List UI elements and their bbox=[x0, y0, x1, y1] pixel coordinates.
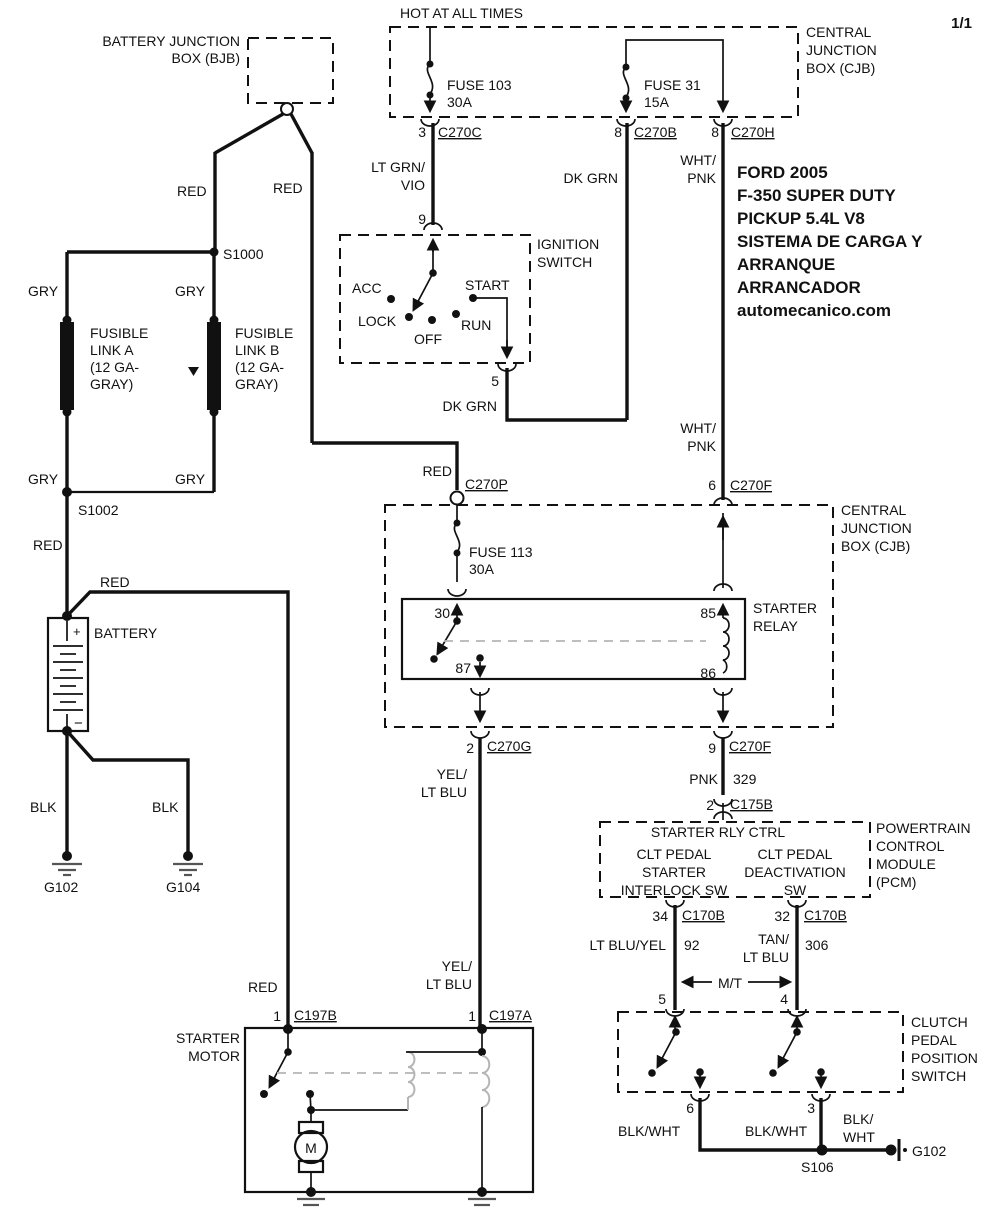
connector-id: C270F bbox=[730, 477, 773, 493]
cjb-mid-label-2: JUNCTION bbox=[841, 520, 912, 536]
starter-motor-label-1: STARTER bbox=[175, 1030, 240, 1046]
ground-g104 bbox=[166, 851, 203, 895]
pin-number: 9 bbox=[418, 211, 426, 227]
wire-wht-pnk-mid-1: WHT/ bbox=[680, 420, 716, 436]
ignition-lock-label: LOCK bbox=[358, 313, 397, 329]
connector-symbol bbox=[714, 731, 732, 738]
solenoid-contact-arm bbox=[270, 1052, 288, 1086]
pcm-sw2-label-2: DEACTIVATION bbox=[744, 864, 846, 880]
relay-coil bbox=[723, 618, 729, 673]
circuit-306: 306 bbox=[805, 937, 829, 953]
pcm-name-2: CONTROL bbox=[876, 838, 945, 854]
relay-pin-85: 85 bbox=[700, 605, 716, 621]
pin-number: 34 bbox=[652, 908, 668, 924]
pin-number: 1 bbox=[273, 1008, 281, 1024]
fuse-103-name: FUSE 103 bbox=[447, 77, 512, 93]
starter-relay-outline bbox=[402, 599, 745, 679]
connector-id: C197B bbox=[294, 1007, 337, 1023]
starter-relay bbox=[402, 513, 817, 681]
wire-dk-grn-run bbox=[507, 368, 627, 420]
clutch-name-2: PEDAL bbox=[911, 1032, 957, 1048]
wire-red-2: RED bbox=[273, 180, 303, 196]
link-a-label-1: FUSIBLE bbox=[90, 325, 149, 341]
relay-pin-87: 87 bbox=[455, 660, 471, 676]
pcm-sw1-label-1: CLT PEDAL bbox=[636, 846, 712, 862]
relay-pin-86: 86 bbox=[700, 665, 716, 681]
link-b-label-2: LINK B bbox=[235, 342, 280, 358]
internal-ground-right bbox=[468, 1187, 496, 1205]
connector-symbol bbox=[448, 589, 466, 596]
connector-id: C270C bbox=[438, 124, 482, 140]
ignition-acc-label: ACC bbox=[352, 280, 382, 296]
link-b-label-3: (12 GA- bbox=[235, 359, 285, 375]
wire-wht-pnk-top-2: PNK bbox=[687, 170, 716, 186]
battery bbox=[48, 611, 158, 736]
pin-number: 32 bbox=[774, 908, 790, 924]
clutch-pin-5: 5 bbox=[658, 991, 666, 1007]
wire-tan-2: LT BLU bbox=[742, 949, 789, 965]
page-indicator: 1/1 bbox=[951, 15, 972, 32]
hot-feed-label: HOT AT ALL TIMES bbox=[400, 5, 523, 21]
clutch-pedal-position-switch bbox=[618, 1012, 978, 1092]
fuse-31-name: FUSE 31 bbox=[644, 77, 701, 93]
connector-c270f-pin6 bbox=[708, 477, 772, 505]
pin-number: 3 bbox=[418, 124, 426, 140]
title-line-3: PICKUP 5.4L V8 bbox=[737, 209, 865, 228]
pcm-name-4: (PCM) bbox=[876, 874, 917, 890]
hold-in-winding bbox=[482, 1056, 489, 1107]
connector-c270p bbox=[451, 476, 508, 505]
wire-blk-to-g104 bbox=[67, 731, 188, 852]
pcm-name-1: POWERTRAIN bbox=[876, 820, 971, 836]
connector-symbol bbox=[451, 492, 464, 505]
position-acc bbox=[387, 295, 395, 303]
ground-g102-label: G102 bbox=[44, 879, 79, 895]
pin-number: 9 bbox=[708, 740, 716, 756]
link-b-label-1: FUSIBLE bbox=[235, 325, 294, 341]
wire-yel-ltblu-1a: YEL/ bbox=[436, 766, 467, 782]
wire-blk-wht-3b: WHT bbox=[843, 1129, 875, 1145]
wire-blk-1: BLK bbox=[30, 799, 57, 815]
connector-c197a bbox=[468, 1007, 532, 1024]
fusible-link-a bbox=[60, 316, 148, 417]
pcm-sw2-label-3: SW bbox=[783, 882, 807, 898]
connector-c197b bbox=[273, 1007, 337, 1024]
pcm-sw2-label-1: CLT PEDAL bbox=[757, 846, 833, 862]
switch-arm bbox=[414, 273, 433, 309]
switch-arm bbox=[779, 1032, 797, 1066]
wire-red-6: RED bbox=[248, 979, 278, 995]
fuse-113 bbox=[448, 504, 533, 596]
fuse-31-rating: 15A bbox=[644, 94, 669, 110]
battery-junction-box bbox=[102, 33, 333, 153]
bjb-stud-connector bbox=[281, 103, 293, 115]
battery-minus-sign: − bbox=[74, 715, 83, 732]
starter-motor-label-2: MOTOR bbox=[188, 1048, 240, 1064]
connector-symbol bbox=[471, 731, 489, 738]
connector-id: C270F bbox=[729, 738, 772, 754]
pcm-name-3: MODULE bbox=[876, 856, 936, 872]
pcm-sw1-label-2: STARTER bbox=[641, 864, 707, 880]
pin-number: 1 bbox=[468, 1008, 476, 1024]
ground-g102 bbox=[44, 851, 82, 895]
fusible-link-body bbox=[207, 322, 221, 410]
pcm-starter-rly-ctrl: STARTER RLY CTRL bbox=[650, 824, 786, 840]
relay-switch-arm bbox=[438, 621, 457, 653]
cjb-mid-label-1: CENTRAL bbox=[841, 502, 907, 518]
pcm-module bbox=[600, 820, 971, 898]
battery-plus-sign: + bbox=[73, 624, 81, 639]
internal-ground-left bbox=[297, 1187, 325, 1205]
connector-c270f-pin9 bbox=[708, 738, 771, 756]
battery-label: BATTERY bbox=[94, 625, 158, 641]
fuse-113-rating: 30A bbox=[469, 561, 494, 577]
fuse-squiggle bbox=[427, 64, 432, 94]
link-b-label-4: GRAY) bbox=[235, 376, 279, 392]
connector-c170b-34 bbox=[652, 907, 724, 924]
cjb-top-label-3: BOX (CJB) bbox=[806, 60, 876, 76]
clutch-pin-6: 6 bbox=[686, 1100, 694, 1116]
clutch-name-1: CLUTCH bbox=[911, 1014, 968, 1030]
switch-arm bbox=[658, 1032, 676, 1066]
fuse-103-rating: 30A bbox=[447, 94, 472, 110]
wire-yel-ltblu-2b: LT BLU bbox=[425, 976, 472, 992]
ground-g104-label: G104 bbox=[166, 879, 201, 895]
wire-yel-ltblu-2a: YEL/ bbox=[441, 958, 472, 974]
relay-pin-30: 30 bbox=[434, 605, 450, 621]
pin-number: 2 bbox=[466, 740, 474, 756]
connector-c170b-32 bbox=[774, 907, 846, 924]
splice-s1000-label: S1000 bbox=[223, 246, 264, 262]
connector-id: C270G bbox=[487, 738, 532, 754]
pin-number: 8 bbox=[711, 124, 719, 140]
wire-lt-blu-yel: LT BLU/YEL bbox=[589, 937, 666, 953]
connector-id: C197A bbox=[489, 1007, 532, 1023]
title-line-4: SISTEMA DE CARGA Y bbox=[737, 232, 923, 251]
wire-dk-grn-top: DK GRN bbox=[563, 170, 618, 186]
connector-id: C170B bbox=[804, 907, 847, 923]
cjb-mid-label-3: BOX (CJB) bbox=[841, 538, 911, 554]
pointer-triangle-icon bbox=[188, 367, 199, 376]
wire-red-4: RED bbox=[33, 537, 63, 553]
wire-tan-1: TAN/ bbox=[758, 931, 789, 947]
wire-pnk: PNK bbox=[689, 771, 718, 787]
wire-gry-3: GRY bbox=[28, 471, 59, 487]
ignition-switch bbox=[340, 235, 599, 363]
connector-id: C270B bbox=[634, 124, 677, 140]
wire-gry-1: GRY bbox=[28, 283, 59, 299]
wire-blk-wht-3a: BLK/ bbox=[843, 1111, 874, 1127]
connector-id: C270H bbox=[731, 124, 775, 140]
fusible-link-b bbox=[188, 316, 293, 417]
wire-red-1: RED bbox=[177, 183, 207, 199]
ignition-label-1: IGNITION bbox=[537, 236, 600, 252]
starter-relay-label-2: RELAY bbox=[753, 618, 798, 634]
wire-yel-ltblu-1b: LT BLU bbox=[420, 784, 467, 800]
ignition-off-label: OFF bbox=[414, 331, 442, 347]
connector-ignition-pin5 bbox=[443, 364, 516, 414]
splice-s1000 bbox=[67, 246, 264, 262]
splice-s1002-label: S1002 bbox=[78, 502, 119, 518]
connector-id: C170B bbox=[682, 907, 725, 923]
connector-ignition-pin9 bbox=[418, 211, 442, 230]
cjb-mid-outline bbox=[385, 505, 833, 727]
fuse-squiggle bbox=[454, 523, 459, 552]
splice-s1002 bbox=[62, 487, 214, 518]
title-line-7: automecanico.com bbox=[737, 301, 891, 320]
clutch-pin-3: 3 bbox=[807, 1100, 815, 1116]
bjb-outline bbox=[248, 38, 333, 103]
wire-wht-pnk-mid-2: PNK bbox=[687, 438, 716, 454]
wire-blk-wht-1: BLK/WHT bbox=[618, 1123, 681, 1139]
bjb-label-2: BOX (BJB) bbox=[171, 50, 240, 66]
wire-lt-grn-vio-1: LT GRN/ bbox=[371, 159, 425, 175]
clutch-switch-outline bbox=[618, 1012, 903, 1092]
pin-number: 8 bbox=[614, 124, 622, 140]
clutch-pin-4: 4 bbox=[780, 991, 788, 1007]
clutch-name-4: SWITCH bbox=[911, 1068, 967, 1084]
connector-c270c bbox=[418, 119, 481, 140]
pin-number: 5 bbox=[491, 373, 499, 389]
ignition-start-label: START bbox=[465, 277, 510, 293]
fuse-113-name: FUSE 113 bbox=[469, 544, 533, 560]
circuit-329: 329 bbox=[733, 771, 757, 787]
title-block bbox=[737, 163, 923, 320]
connector-c270h bbox=[711, 119, 774, 140]
ignition-run-label: RUN bbox=[461, 317, 492, 333]
starter-motor bbox=[176, 1024, 533, 1205]
ground-g102b-label: G102 bbox=[912, 1143, 947, 1159]
connector-id: C175B bbox=[730, 796, 773, 812]
bjb-label-1: BATTERY JUNCTION bbox=[102, 33, 240, 49]
wire-lt-grn-vio-2: VIO bbox=[400, 177, 425, 193]
pin-number: 2 bbox=[706, 797, 714, 813]
position-off bbox=[428, 316, 436, 324]
link-a-label-4: GRAY) bbox=[90, 376, 134, 392]
wire-gry-4: GRY bbox=[175, 471, 206, 487]
pin-number: 6 bbox=[708, 477, 716, 493]
ignition-label-2: SWITCH bbox=[537, 254, 593, 270]
title-line-2: F-350 SUPER DUTY bbox=[737, 186, 896, 205]
cjb-top-label-2: JUNCTION bbox=[806, 42, 877, 58]
link-a-label-2: LINK A bbox=[90, 342, 134, 358]
wire-gry-2: GRY bbox=[175, 283, 206, 299]
fuse-31 bbox=[623, 40, 724, 110]
title-line-6: ARRANCADOR bbox=[737, 278, 861, 297]
wire-dk-grn-ign: DK GRN bbox=[442, 398, 497, 414]
splice-s106-label: S106 bbox=[801, 1159, 834, 1175]
clutch-name-3: POSITION bbox=[911, 1050, 978, 1066]
mt-range-arrows bbox=[684, 975, 789, 991]
connector-c270g bbox=[466, 738, 531, 756]
pull-in-winding bbox=[408, 1052, 414, 1097]
fuse-103 bbox=[427, 27, 512, 110]
pcm-sw1-label-3: INTERLOCK SW bbox=[620, 882, 728, 898]
wire-wht-pnk-top-1: WHT/ bbox=[680, 152, 716, 168]
title-line-5: ARRANQUE bbox=[737, 255, 836, 274]
battery-plates bbox=[53, 646, 83, 710]
fusible-link-body bbox=[60, 322, 74, 410]
mt-label: M/T bbox=[717, 975, 743, 991]
wire-red-5: RED bbox=[100, 574, 130, 590]
starter-relay-label-1: STARTER bbox=[753, 600, 818, 616]
position-lock bbox=[405, 313, 413, 321]
connector-id: C270P bbox=[465, 476, 508, 492]
link-a-label-3: (12 GA- bbox=[90, 359, 140, 375]
wire-red-3: RED bbox=[422, 463, 452, 479]
fuse-squiggle bbox=[623, 67, 628, 97]
position-run bbox=[452, 310, 460, 318]
cjb-top-label-1: CENTRAL bbox=[806, 24, 872, 40]
motor-m-label: M bbox=[305, 1140, 317, 1156]
circuit-92: 92 bbox=[684, 937, 700, 953]
wire-blk-2: BLK bbox=[152, 799, 179, 815]
connector-c270b bbox=[614, 119, 677, 140]
wire-blk-wht-2: BLK/WHT bbox=[745, 1123, 808, 1139]
ground-g102-right bbox=[886, 1139, 947, 1161]
title-line-1: FORD 2005 bbox=[737, 163, 828, 182]
hot-at-all-times-box bbox=[390, 5, 972, 117]
